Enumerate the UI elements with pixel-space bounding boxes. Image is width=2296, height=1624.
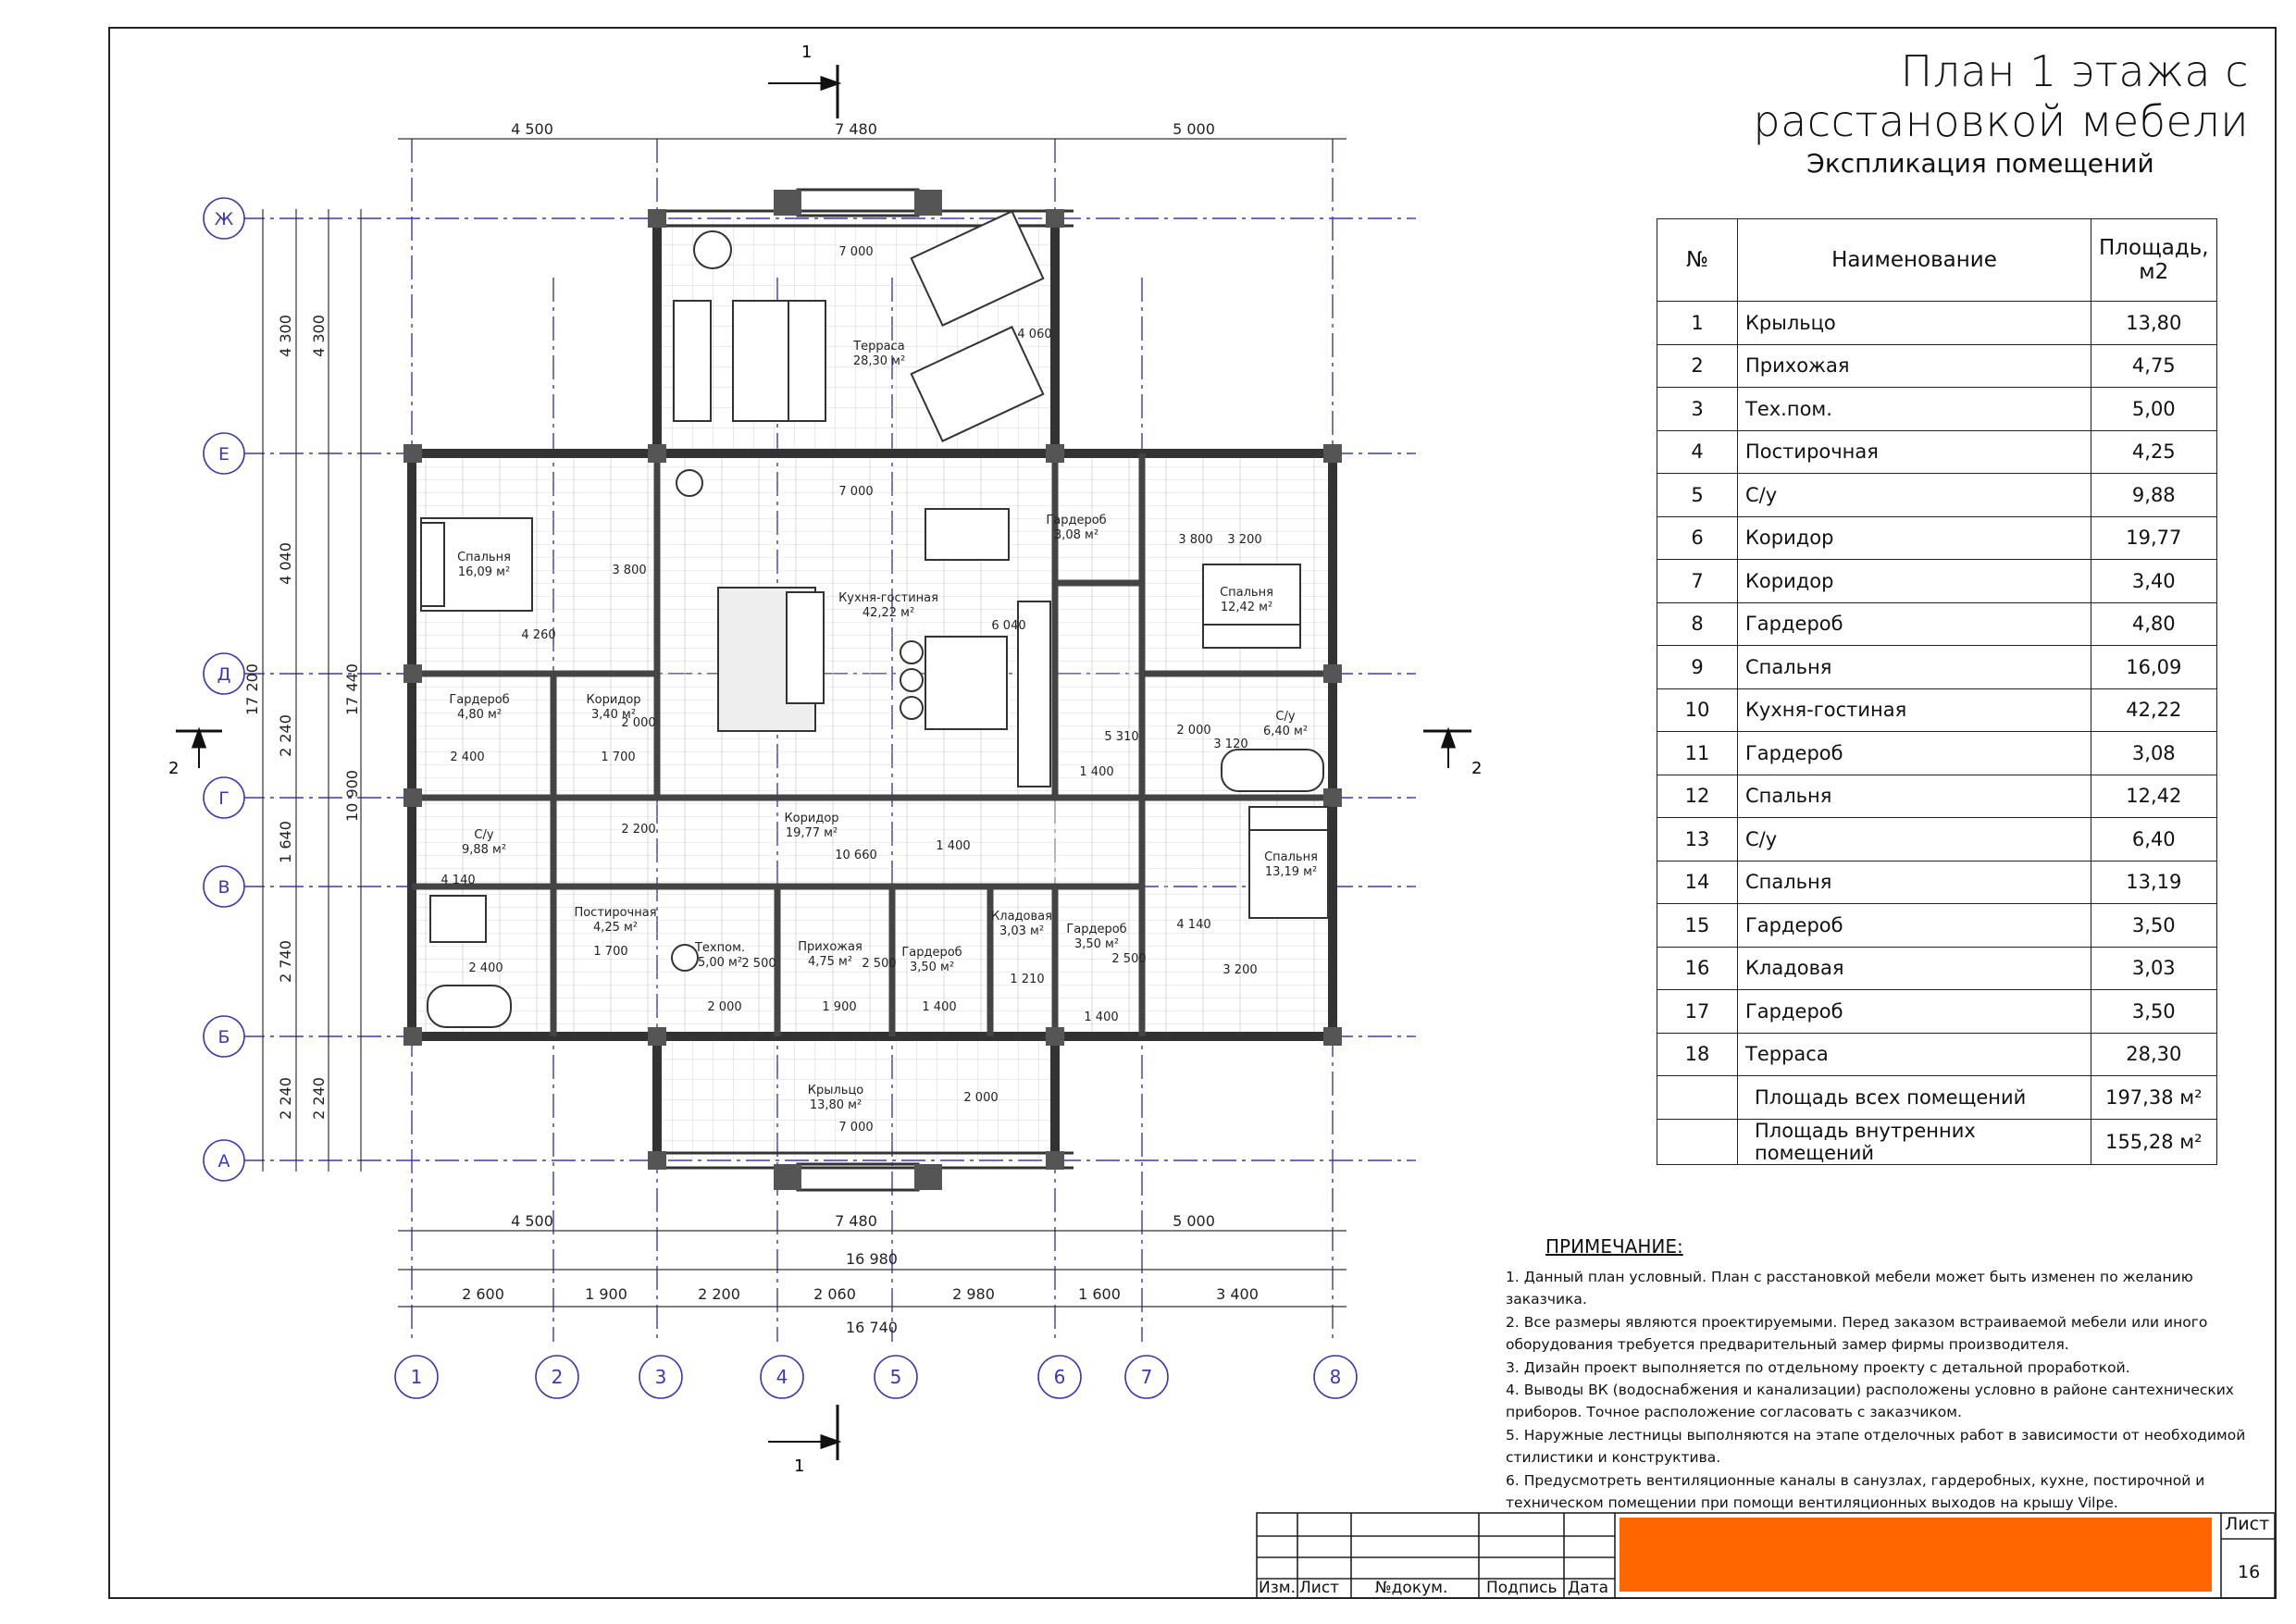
left-dimension-2: 2 240 [310, 1077, 328, 1120]
left-sub-dimension: 10 900 [343, 770, 361, 822]
explication-row [1657, 302, 2217, 345]
axis-number-label: 3 [654, 1366, 667, 1388]
row-number: 10 [1657, 688, 1738, 732]
room-area-label: 28,30 м² [852, 354, 906, 368]
bottom-total-dimension: 16 980 [846, 1250, 898, 1268]
bottom-inner-dimension: 1 600 [1078, 1285, 1121, 1303]
axis-letter-label: Ж [214, 209, 234, 229]
room-area: 3,50 [2091, 990, 2217, 1034]
room-area: 5,00 [2091, 388, 2217, 431]
axis-letter-label: Г [218, 788, 230, 809]
axis-number-label: 5 [889, 1366, 902, 1388]
room-name: С/у [1738, 474, 2091, 517]
room-name-label: Техпом. [694, 941, 746, 955]
section-1-top-label: 1 [801, 43, 813, 62]
room-name-label: Крыльцо [807, 1084, 864, 1097]
inner-dimension: 4 140 [1176, 918, 1211, 932]
left-dimension: 4 300 [277, 315, 294, 357]
explication-row [1657, 818, 2217, 862]
axis-letter-label: А [217, 1151, 230, 1172]
room-area: 4,75 [2091, 344, 2217, 388]
room-name: Коридор [1738, 560, 2091, 603]
room-area-label: 13,80 м² [809, 1098, 863, 1112]
room-name-label: Кухня-гостиная [838, 591, 938, 605]
note-item: 2. Все размеры являются проектируемыми. Перед заказом встраиваемой мебели или иного оборудования требуется предварительный замер фирмы производителя. [1506, 1313, 2208, 1354]
notes-list [1506, 1266, 2269, 1514]
room-area: 3,08 [2091, 732, 2217, 775]
inner-dimension: 3 200 [1227, 533, 1262, 547]
axis-number-label: 2 [551, 1366, 564, 1388]
explication-row [1657, 516, 2217, 560]
empty-cell [1657, 1076, 1738, 1120]
room-area: 6,40 [2091, 818, 2217, 862]
room-name-label: Постирочная [574, 906, 657, 920]
inner-dimension: 7 000 [838, 485, 874, 499]
note-item: 4. Выводы ВК (водоснабжения и канализации) расположены условно в районе сантехнических приборов. Точное расположение согласовать с заказчиком. [1506, 1382, 2234, 1421]
room-name-label: Кладовая [991, 910, 1052, 924]
inner-dimension: 3 800 [612, 564, 647, 577]
top-dimension: 7 480 [835, 120, 877, 138]
bottom-total-dimension-2: 16 740 [846, 1319, 898, 1336]
total-area: 197,38 м² [2091, 1076, 2217, 1120]
room-name-label: Коридор [784, 812, 839, 825]
row-number: 5 [1657, 474, 1738, 517]
room-area-label: 3,08 м² [1053, 528, 1099, 542]
bottom-outer-dimension: 4 500 [511, 1212, 553, 1230]
total-name: Площадь внутренних помещений [1738, 1119, 2091, 1164]
explication-row [1657, 388, 2217, 431]
explication-row [1657, 775, 2217, 818]
inner-dimension: 1 400 [936, 839, 971, 853]
axis-letter-label: Е [217, 444, 230, 465]
row-number: 16 [1657, 947, 1738, 990]
room-name: Спальня [1738, 775, 2091, 818]
explication-row [1657, 646, 2217, 689]
room-area: 9,88 [2091, 474, 2217, 517]
axis-number-label: 7 [1140, 1366, 1153, 1388]
col-no-header: № [1657, 219, 1738, 302]
row-number: 8 [1657, 602, 1738, 646]
room-area-label: 4,25 м² [592, 921, 639, 935]
row-number: 3 [1657, 388, 1738, 431]
top-dimension: 4 500 [511, 120, 553, 138]
room-name: Спальня [1738, 861, 2091, 904]
row-number: 15 [1657, 904, 1738, 948]
row-number: 1 [1657, 302, 1738, 345]
note-item: 6. Предусмотреть вентиляционные каналы в санузлах, гардеробных, кухне, постирочной и техническом помещении при помощи вентиляционных выходов на крышу Vilpe. [1506, 1471, 2205, 1512]
bottom-inner-dimension: 2 980 [952, 1285, 995, 1303]
inner-dimension: 7 000 [838, 245, 874, 259]
room-area-label: 13,19 м² [1264, 865, 1318, 879]
axis-number-label: 6 [1053, 1366, 1066, 1388]
inner-dimension: 10 660 [835, 849, 877, 862]
inner-dimension: 2 000 [1176, 724, 1211, 738]
sheet-label: Лист [2225, 1514, 2270, 1534]
inner-dimension: 1 400 [1079, 765, 1114, 779]
explication-row [1657, 688, 2217, 732]
room-name: Гардероб [1738, 732, 2091, 775]
room-name: Крыльцо [1738, 302, 2091, 345]
room-name: Кладовая [1738, 947, 2091, 990]
left-dimension-2: 4 300 [310, 315, 328, 357]
row-number: 11 [1657, 732, 1738, 775]
number-axis-bubbles [395, 1356, 1357, 1398]
inner-dimension: 4 140 [441, 874, 476, 887]
room-area-label: 3,50 м² [909, 961, 955, 974]
inner-dimension: 2 500 [1111, 952, 1147, 966]
title-block-label: Подпись [1486, 1579, 1558, 1597]
explication-row [1657, 474, 2217, 517]
room-area: 3,40 [2091, 560, 2217, 603]
explication-row [1657, 861, 2217, 904]
room-area: 3,03 [2091, 947, 2217, 990]
col-name-header: Наименование [1738, 219, 2091, 302]
inner-dimension: 6 040 [991, 619, 1026, 633]
inner-dimension: 4 060 [1017, 328, 1052, 341]
drawing-title: План 1 этажа с расстановкой мебели [1753, 46, 2249, 146]
bottom-inner-dimension: 2 600 [462, 1285, 504, 1303]
room-name-label: С/у [1275, 710, 1296, 724]
axis-number-label: 1 [410, 1366, 423, 1388]
axis-letter-label: Д [217, 664, 231, 685]
inner-dimension: 2 200 [621, 823, 656, 837]
inner-dimension: 2 500 [741, 957, 776, 971]
inner-dimension: 2 000 [621, 716, 656, 730]
room-area: 13,19 [2091, 861, 2217, 904]
bottom-inner-dimension: 2 060 [813, 1285, 856, 1303]
left-dimension: 2 240 [277, 714, 294, 757]
room-name: Постирочная [1738, 430, 2091, 474]
row-number: 7 [1657, 560, 1738, 603]
explication-row [1657, 344, 2217, 388]
explication-row [1657, 904, 2217, 948]
inner-dimension: 2 000 [707, 1000, 742, 1014]
room-area: 42,22 [2091, 688, 2217, 732]
row-number: 6 [1657, 516, 1738, 560]
empty-cell [1657, 1119, 1738, 1164]
left-total-dimension: 17 200 [243, 663, 261, 715]
inner-dimension: 3 800 [1178, 533, 1213, 547]
room-name-label: С/у [474, 828, 494, 842]
room-area-label: 5,00 м² [697, 956, 743, 970]
room-area: 19,77 [2091, 516, 2217, 560]
row-number: 17 [1657, 990, 1738, 1034]
inner-dimension: 2 400 [468, 961, 503, 975]
explication-header-row [1657, 219, 2217, 302]
room-name-label: Гардероб [1066, 923, 1127, 936]
room-name-label: Прихожая [798, 940, 863, 954]
explication-row [1657, 732, 2217, 775]
row-number: 2 [1657, 344, 1738, 388]
room-area-label: 9,88 м² [461, 843, 507, 857]
room-name: Гардероб [1738, 990, 2091, 1034]
inner-dimension: 1 700 [601, 750, 636, 764]
room-name: Терраса [1738, 1033, 2091, 1076]
room-area: 16,09 [2091, 646, 2217, 689]
row-number: 12 [1657, 775, 1738, 818]
top-dimension: 5 000 [1173, 120, 1215, 138]
room-name: Спальня [1738, 646, 2091, 689]
explication-body [1657, 302, 2217, 1165]
title-block-label: Изм. [1259, 1579, 1296, 1597]
room-name-label: Гардероб [449, 693, 510, 707]
left-total-dimension-2: 17 440 [343, 663, 361, 715]
room-area: 3,50 [2091, 904, 2217, 948]
explication-row [1657, 1033, 2217, 1076]
inner-dimension: 1 900 [822, 1000, 857, 1014]
room-area-label: 16,09 м² [457, 565, 511, 579]
room-name-label: Гардероб [1046, 514, 1107, 527]
row-number: 18 [1657, 1033, 1738, 1076]
total-name: Площадь всех помещений [1738, 1076, 2091, 1120]
explication-row [1657, 602, 2217, 646]
explication-row [1657, 990, 2217, 1034]
inner-dimension: 1 400 [922, 1000, 957, 1014]
title-block-label: Лист [1299, 1579, 1340, 1597]
bottom-outer-dimension: 7 480 [835, 1212, 877, 1230]
room-name-label: Спальня [1220, 586, 1273, 600]
room-name-label: Спальня [1264, 850, 1318, 864]
room-area-label: 6,40 м² [1262, 725, 1309, 738]
axis-letter-label: В [217, 877, 230, 898]
notes-heading: ПРИМЕЧАНИЕ: [1545, 1235, 1683, 1258]
explication-table [1657, 218, 2217, 1165]
note-item: 5. Наружные лестницы выполняются на этапе отделочных работ в зависимости от необходимой стилистики и конструктива. [1506, 1426, 2246, 1467]
explication-total-row [1657, 1119, 2217, 1164]
explication-row [1657, 430, 2217, 474]
axis-letter-label: Б [217, 1027, 230, 1048]
row-number: 14 [1657, 861, 1738, 904]
title-block-label: Дата [1568, 1579, 1609, 1597]
room-name-label: Гардероб [901, 946, 962, 960]
room-name: Гардероб [1738, 904, 2091, 948]
inner-dimension: 4 260 [521, 628, 556, 642]
room-name: С/у [1738, 818, 2091, 862]
explication-title: Экспликация помещений [1806, 148, 2154, 179]
inner-dimension: 2 400 [450, 750, 485, 764]
room-area: 4,25 [2091, 430, 2217, 474]
room-area-label: 19,77 м² [785, 826, 838, 840]
left-dimension: 2 740 [277, 940, 294, 983]
inner-dimension: 3 120 [1213, 738, 1248, 751]
inner-dimension: 1 210 [1010, 973, 1045, 986]
section-1-bottom-label: 1 [794, 1457, 805, 1476]
explication-total-row [1657, 1076, 2217, 1120]
row-number: 9 [1657, 646, 1738, 689]
room-area-label: 3,40 м² [590, 708, 637, 722]
room-area: 28,30 [2091, 1033, 2217, 1076]
row-number: 13 [1657, 818, 1738, 862]
title-block-orange-field [1620, 1518, 2212, 1592]
left-dimension: 1 640 [277, 821, 294, 863]
note-item: 3. Дизайн проект выполняется по отдельному проекту с детальной проработкой. [1506, 1358, 2130, 1376]
inner-dimension: 3 200 [1222, 963, 1258, 977]
explication-row [1657, 560, 2217, 603]
room-area: 13,80 [2091, 302, 2217, 345]
total-area: 155,28 м² [2091, 1119, 2217, 1164]
room-area-label: 4,80 м² [456, 708, 503, 722]
room-name-label: Коридор [586, 693, 641, 707]
section-2-right-label: 2 [1471, 759, 1483, 778]
inner-dimension: 2 500 [862, 957, 897, 971]
note-item: 1. Данный план условный. План с расстановкой мебели может быть изменен по желанию заказчика. [1506, 1269, 2193, 1308]
room-name: Гардероб [1738, 602, 2091, 646]
room-area-label: 3,03 м² [999, 924, 1045, 938]
room-area: 12,42 [2091, 775, 2217, 818]
sheet-number: 16 [2238, 1562, 2261, 1582]
inner-dimension: 5 310 [1104, 730, 1139, 744]
room-area-label: 12,42 м² [1220, 601, 1273, 614]
room-name: Прихожая [1738, 344, 2091, 388]
axis-number-label: 8 [1329, 1366, 1342, 1388]
col-area-header: Площадь, м2 [2091, 219, 2217, 302]
bottom-inner-dimension: 2 200 [698, 1285, 740, 1303]
room-name: Коридор [1738, 516, 2091, 560]
bottom-inner-dimension: 1 900 [585, 1285, 627, 1303]
room-name: Тех.пом. [1738, 388, 2091, 431]
axis-number-label: 4 [776, 1366, 788, 1388]
room-area: 4,80 [2091, 602, 2217, 646]
inner-dimension: 2 000 [963, 1091, 999, 1105]
bottom-outer-dimension: 5 000 [1173, 1212, 1215, 1230]
left-dimension: 2 240 [277, 1077, 294, 1120]
inner-dimension: 7 000 [838, 1121, 874, 1134]
left-dimension: 4 040 [277, 542, 294, 585]
bottom-inner-dimension: 3 400 [1216, 1285, 1259, 1303]
title-block-label: №докум. [1375, 1579, 1448, 1597]
room-name: Кухня-гостиная [1738, 688, 2091, 732]
explication-row [1657, 947, 2217, 990]
section-2-left-label: 2 [168, 759, 180, 778]
room-name-label: Терраса [853, 340, 905, 353]
room-area-label: 4,75 м² [807, 955, 853, 969]
room-name-label: Спальня [457, 551, 511, 564]
row-number: 4 [1657, 430, 1738, 474]
room-area-label: 3,50 м² [1074, 937, 1120, 951]
inner-dimension: 1 700 [593, 945, 628, 959]
room-area-label: 42,22 м² [862, 606, 915, 620]
inner-dimension: 1 400 [1084, 1010, 1119, 1024]
